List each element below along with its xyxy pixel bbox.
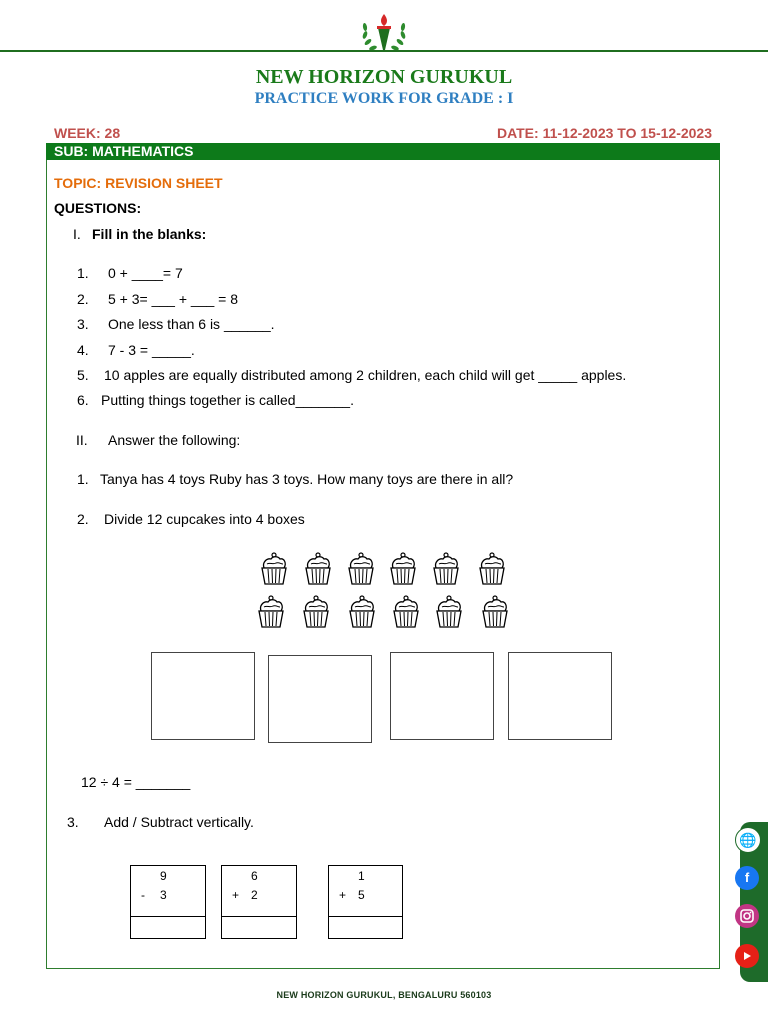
cupcake-icon	[476, 552, 508, 586]
blank-text: 10 apples are equally distributed among 2 children, each child will get _____ apples.	[104, 367, 627, 383]
blank-num: 6.	[77, 392, 89, 408]
section2-title: Answer the following:	[108, 432, 241, 448]
question-num: 3.	[67, 814, 79, 830]
answer-line	[222, 916, 296, 917]
cupcake-icon	[345, 552, 377, 586]
operator: -	[141, 888, 145, 902]
section1-numeral: I.	[73, 226, 81, 242]
question-text: Tanya has 4 toys Ruby has 3 toys. How many toys are there in all?	[100, 471, 514, 487]
subject-bar: SUB: MATHEMATICS	[46, 143, 720, 160]
facebook-icon[interactable]: f	[735, 866, 759, 890]
cupcake-icon	[346, 595, 378, 629]
footer-address: NEW HORIZON GURUKUL, BENGALURU 560103	[276, 990, 492, 1000]
vertical-sum-box	[130, 865, 206, 939]
blank-text: 7 - 3 = _____.	[108, 342, 195, 358]
top-number: 1	[358, 869, 365, 883]
vertical-sum-box	[328, 865, 403, 939]
question-text: Divide 12 cupcakes into 4 boxes	[104, 511, 305, 527]
division-expression: 12 ÷ 4 = _______	[81, 774, 191, 790]
topic-title: TOPIC: REVISION SHEET	[54, 175, 223, 191]
school-name: NEW HORIZON GURUKUL	[255, 66, 513, 88]
answer-line	[131, 916, 205, 917]
blank-num: 2.	[77, 291, 89, 307]
question-text: Add / Subtract vertically.	[104, 814, 254, 830]
cupcake-icon	[430, 552, 462, 586]
question-num: 1.	[77, 471, 89, 487]
header-rule	[0, 50, 768, 52]
operator: +	[232, 888, 240, 902]
answer-box	[151, 652, 255, 740]
blank-text: 0 + ____= 7	[108, 265, 183, 281]
cupcake-icon	[258, 552, 290, 586]
date-range: DATE: 11-12-2023 TO 15-12-2023	[496, 125, 712, 141]
cupcake-icon	[302, 552, 334, 586]
blank-num: 1.	[77, 265, 89, 281]
cupcake-icon	[479, 595, 511, 629]
blank-text: Putting things together is called_______.	[101, 392, 354, 408]
top-number: 9	[160, 869, 167, 883]
section1-title: Fill in the blanks:	[92, 226, 207, 242]
vertical-sum-box	[221, 865, 297, 939]
answer-box	[390, 652, 494, 740]
blank-num: 3.	[77, 316, 89, 332]
questions-label: QUESTIONS:	[54, 200, 142, 216]
question-num: 2.	[77, 511, 89, 527]
cupcake-icon	[433, 595, 465, 629]
youtube-icon[interactable]	[735, 944, 759, 968]
bottom-number: 2	[251, 888, 258, 902]
practice-title: PRACTICE WORK FOR GRADE : I	[254, 90, 514, 107]
answer-line	[329, 916, 402, 917]
blank-text: One less than 6 is ______.	[108, 316, 275, 332]
cupcake-icon	[300, 595, 332, 629]
cupcake-icon	[390, 595, 422, 629]
bottom-number: 3	[160, 888, 167, 902]
answer-box	[508, 652, 612, 740]
instagram-icon[interactable]	[735, 904, 759, 928]
section2-numeral: II.	[76, 432, 88, 448]
cupcake-icon	[255, 595, 287, 629]
blank-text: 5 + 3= ___ + ___ = 8	[108, 291, 239, 307]
cupcake-icon	[387, 552, 419, 586]
bottom-number: 5	[358, 888, 365, 902]
blank-num: 4.	[77, 342, 89, 358]
answer-box	[268, 655, 372, 743]
week-label: WEEK: 28	[54, 125, 121, 141]
top-number: 6	[251, 869, 258, 883]
web-icon[interactable]: 🌐	[735, 827, 761, 853]
operator: +	[339, 888, 347, 902]
blank-num: 5.	[77, 367, 89, 383]
